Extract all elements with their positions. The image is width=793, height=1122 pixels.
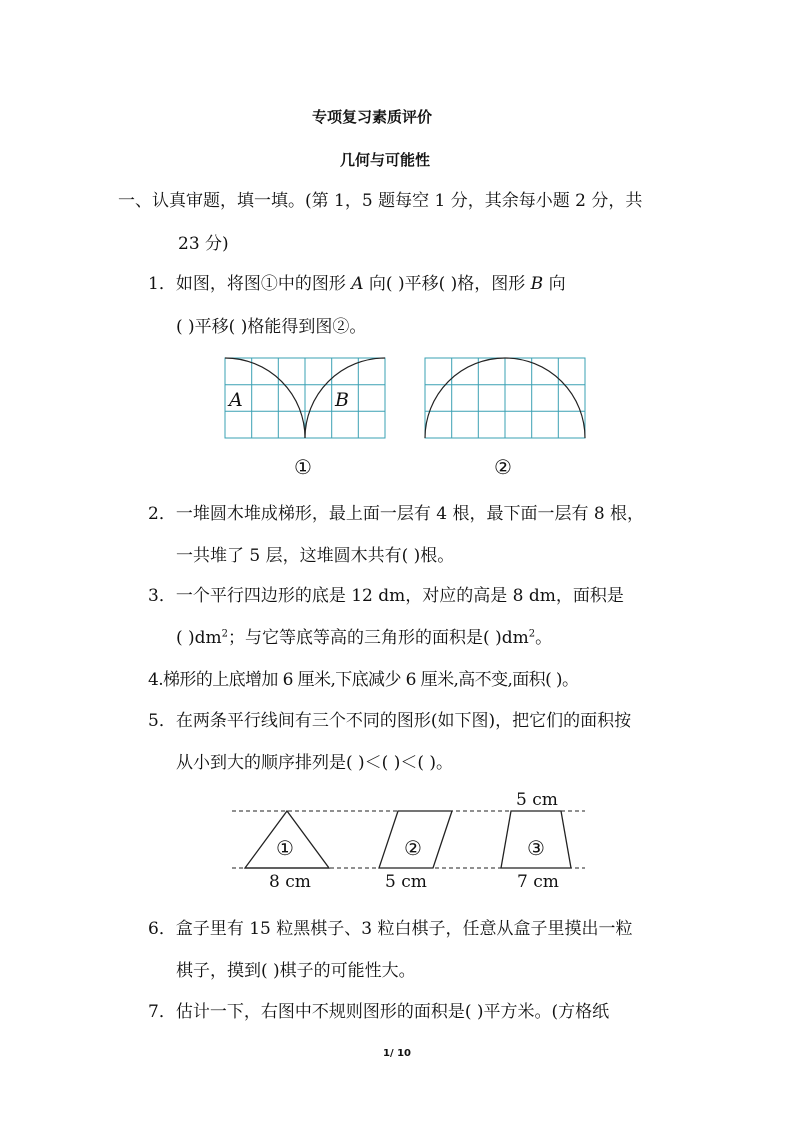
q5-label-2: ②	[404, 836, 422, 860]
q3-sup-2: 2	[528, 628, 536, 640]
q5-label-1: ①	[276, 836, 294, 860]
question-6-line-2: 棋子，摸到( )棋子的可能性大。	[176, 961, 416, 981]
q1-var-a: A	[351, 274, 364, 294]
question-6-line-1: 6．盒子里有 15 粒黑棋子、3 粒白棋子，任意从盒子里摸出一粒	[148, 919, 633, 939]
page-title: 专项复习素质评价	[312, 108, 433, 126]
q1-text-b: 向( )平移( )格，图形	[363, 274, 531, 294]
section-heading-cont: 23 分)	[178, 234, 229, 254]
q1-caption-1: ①	[294, 455, 312, 479]
q1-label-b: B	[335, 389, 349, 411]
q5-base-label-1: 8 cm	[269, 872, 311, 892]
question-7-line-1: 7．估计一下，右图中不规则图形的面积是( )平方米。(方格纸	[148, 1002, 610, 1022]
q3-sup-1: 2	[221, 628, 229, 640]
q5-top-length-label: 5 cm	[516, 790, 558, 810]
page-subtitle: 几何与可能性	[340, 151, 431, 169]
q1-text-c: 向	[543, 274, 566, 294]
q3-text-b: ；与它等底等高的三角形的面积是( )dm	[228, 628, 529, 648]
question-4-line-1: 4.梯形的上底增加 6 厘米,下底减少 6 厘米,高不变,面积( )。	[148, 670, 579, 690]
q3-text-c: 。	[535, 628, 553, 648]
question-5-line-1: 5．在两条平行线间有三个不同的图形(如下图)，把它们的面积按	[148, 711, 632, 731]
question-5-line-2: 从小到大的顺序排列是( )＜( )＜( )。	[176, 753, 454, 773]
q3-text-a: ( )dm	[176, 628, 222, 648]
question-1-line-2: ( )平移( )格能得到图②。	[176, 317, 367, 337]
q5-base-label-3: 7 cm	[517, 872, 559, 892]
q1-text-a: 1．如图，将图①中的图形	[148, 274, 352, 294]
page-number: 1/ 10	[383, 1048, 412, 1059]
q1-caption-2: ②	[494, 455, 512, 479]
q1-label-a: A	[229, 389, 243, 411]
q5-label-3: ③	[527, 836, 545, 860]
q5-base-label-2: 5 cm	[385, 872, 427, 892]
q1-var-b: B	[530, 274, 544, 294]
question-3-line-1: 3．一个平行四边形的底是 12 dm，对应的高是 8 dm，面积是	[148, 586, 624, 606]
section-heading: 一、认真审题，填一填。(第 1，5 题每空 1 分，其余每小题 2 分，共	[118, 191, 643, 211]
question-2-line-2: 一共堆了 5 层，这堆圆木共有( )根。	[176, 546, 455, 566]
question-2-line-1: 2．一堆圆木堆成梯形，最上面一层有 4 根，最下面一层有 8 根，	[148, 504, 645, 524]
